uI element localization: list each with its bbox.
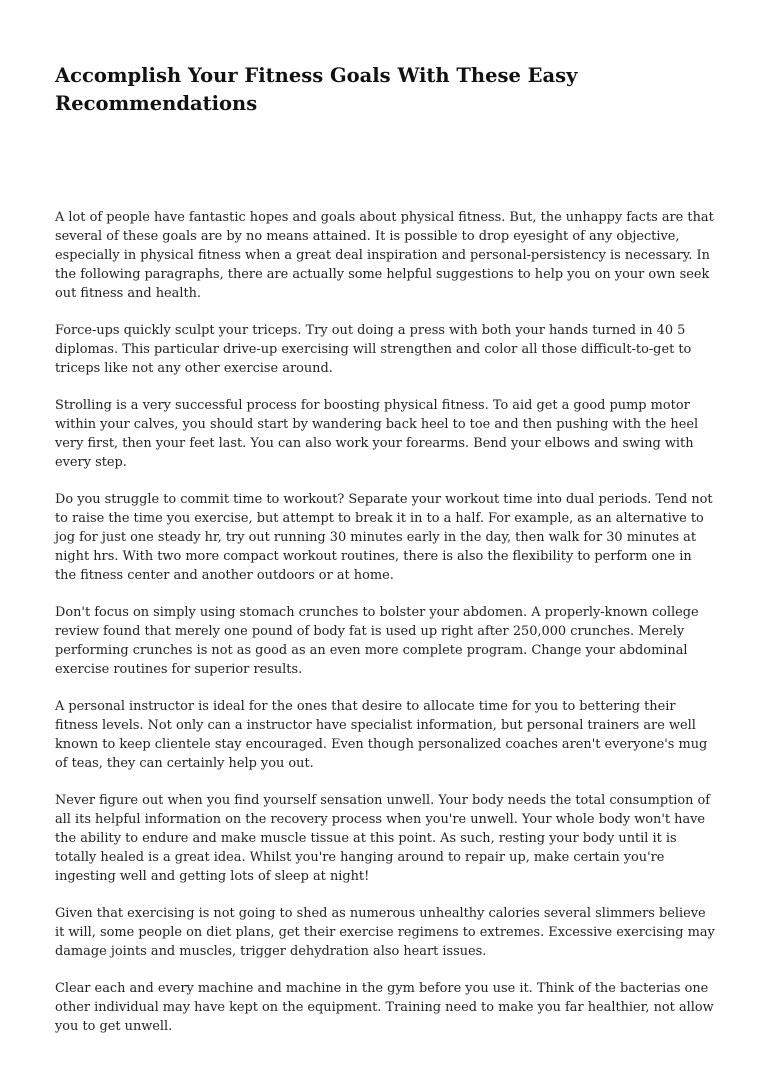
- document-page: [55, 62, 715, 1054]
- paragraph: Do you struggle to commit time to workout? Separate your workout time into dual periods. Tend not to raise the time you exercise, but attempt to break it in to a half. For example, as an alternative to jog for just one steady hr, try out running 30 minutes early in the day, then walk for 30 minutes at night hrs. With two more compact workout routines, there is also the flexibility to perform one in the fitness center and another outdoors or at home.: [55, 492, 713, 583]
- paragraph: Clear each and every machine and machine in the gym before you use it. Think of the bacterias one other individual may have kept on the equipment. Training need to make you far healthier, not allow you to get unwell.: [55, 981, 714, 1034]
- paragraph: A lot of people have fantastic hopes and goals about physical fitness. But, the unhappy facts are that several of these goals are by no means attained. It is possible to drop eyesight of any objective, especially in physical fitness when a great deal inspiration and personal-persistency is necessary. In the following paragraphs, there are actually some helpful suggestions to help you on your own seek out fitness and health.: [55, 210, 714, 301]
- paragraph: Never figure out when you find yourself sensation unwell. Your body needs the total consumption of all its helpful information on the recovery process when you're unwell. Your whole body won't have the ability to endure and make muscle tissue at this point. As such, resting your body until it is totally healed is a great idea. Whilst you're hanging around to repair up, make certain you're ingesting well and getting lots of sleep at night!: [55, 793, 711, 884]
- paragraph: Given that exercising is not going to shed as numerous unhealthy calories several slimmers believe it will, some people on diet plans, get their exercise regimens to extremes. Excessive exercising may damage joints and muscles, trigger dehydration also heart issues.: [55, 906, 715, 959]
- paragraph: Strolling is a very successful process for boosting physical fitness. To aid get a good pump motor within your calves, you should start by wandering back heel to toe and then pushing with the heel very first, then your feet last. You can also work your forearms. Bend your elbows and swing with every step.: [55, 398, 699, 470]
- document-title: Accomplish Your Fitness Goals With These Easy Recommendations: [55, 64, 578, 115]
- paragraph: A personal instructor is ideal for the ones that desire to allocate time for you to bettering their fitness levels. Not only can a instructor have specialist information, but personal trainers are well known to keep clientele stay encouraged. Even though personalized coaches aren't everyone's mug of teas, they can certainly help you out.: [55, 699, 708, 771]
- document-body: [55, 208, 715, 1036]
- paragraph: Force-ups quickly sculpt your triceps. Try out doing a press with both your hands turned in 40 5 diplomas. This particular drive-up exercising will strengthen and color all those difficult-to-get to triceps like not any other exercise around.: [55, 323, 692, 376]
- paragraph: Don't focus on simply using stomach crunches to bolster your abdomen. A properly-known college review found that merely one pound of body fat is used up right after 250,000 crunches. Merely performing crunches is not as good as an even more complete program. Change your abdominal exercise routines for superior results.: [55, 605, 699, 677]
